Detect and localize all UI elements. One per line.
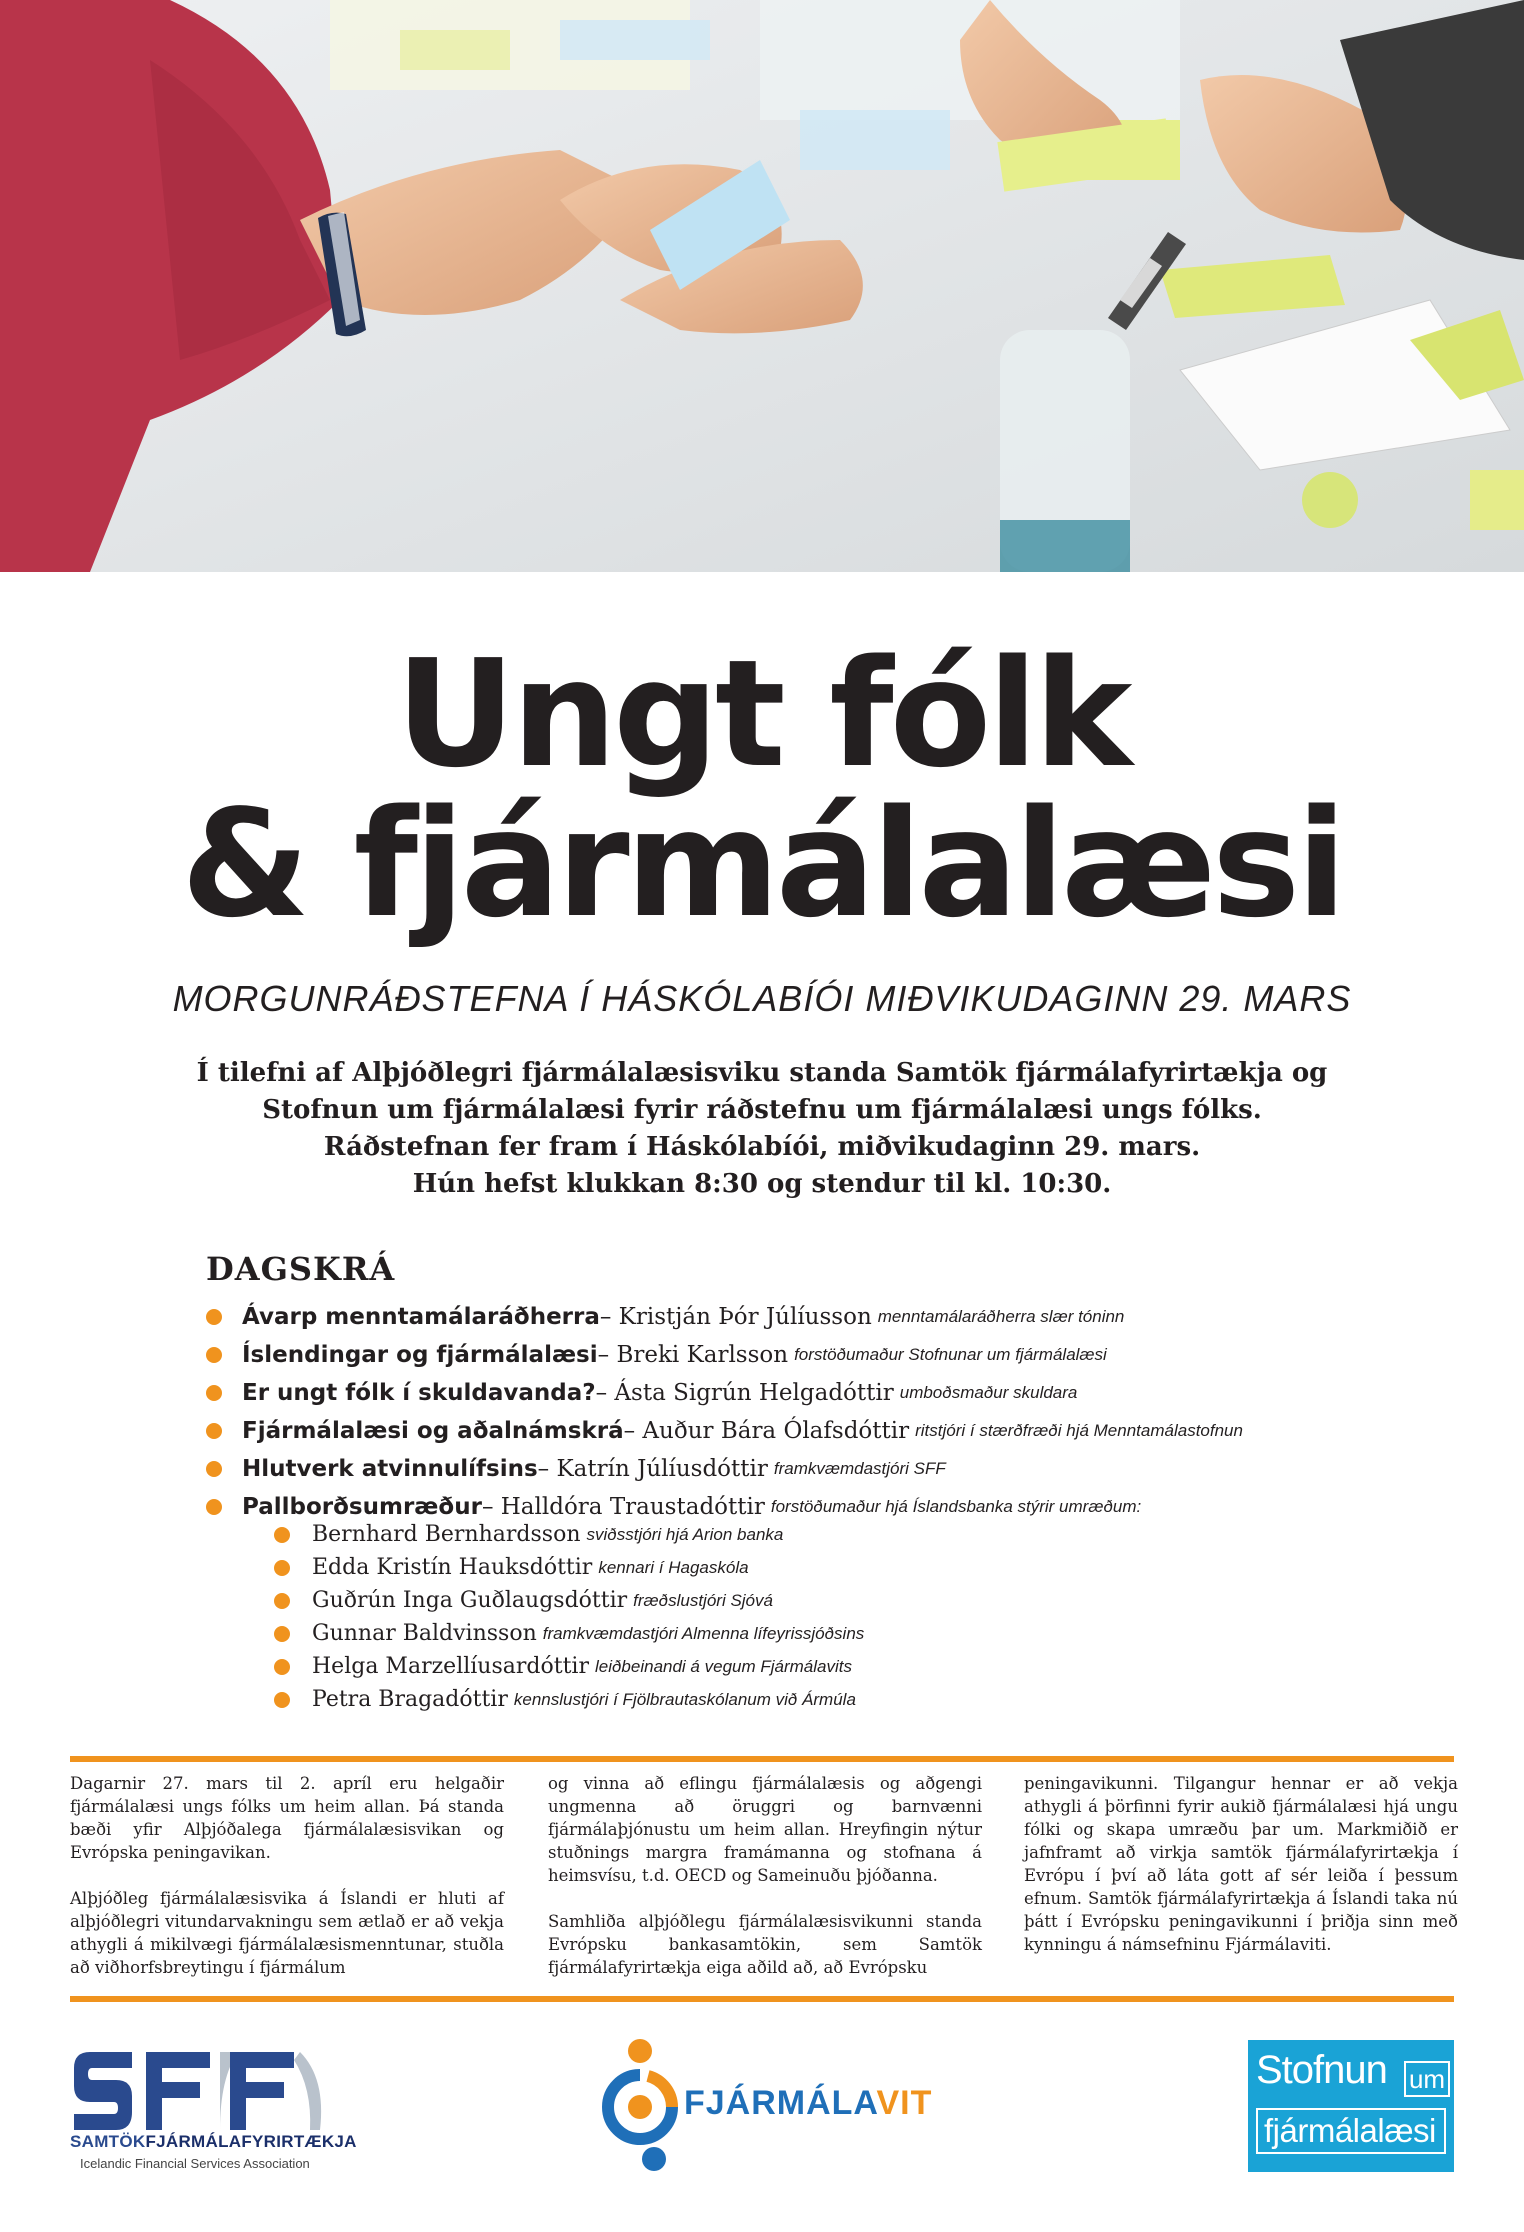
panel-member-role: framkvæmdastjóri Almenna lífeyrissjóðsins <box>542 1623 865 1643</box>
bullet-dot-icon <box>206 1347 222 1363</box>
info-column-2 <box>548 1772 982 2002</box>
fjarmalavit-logo-text-b: VIT <box>876 2084 933 2122</box>
panel-member <box>274 1518 1374 1551</box>
agenda-item-title: Hlutverk atvinnulífsins <box>242 1456 538 1482</box>
agenda-item-speaker: – Halldóra Traustadóttir <box>481 1494 765 1520</box>
agenda-item-title: Er ungt fólk í skuldavanda? <box>242 1380 596 1406</box>
panel-member-name: Gunnar Baldvinsson <box>312 1621 537 1646</box>
info-paragraph: Samhliða alþjóðlegu fjármálalæsisvikunni standa Evrópsku bankasamtökin, sem Samtök fjármálafyrirtækja eiga aðild að, að Evrópsku <box>548 1912 982 1977</box>
fjarmalavit-logo-icon <box>588 2035 698 2175</box>
bullet-dot-icon <box>206 1423 222 1439</box>
panel-member <box>274 1551 1374 1584</box>
sff-logo-text-a: SAMTÖK <box>70 2132 146 2151</box>
bullet-dot-icon <box>274 1626 290 1642</box>
intro-line: Stofnun um fjármálalæsi fyrir ráðstefnu um fjármálalæsi ungs fólks. <box>262 1095 1262 1125</box>
info-paragraph: Alþjóðleg fjármálalæsisvika á Íslandi er hluti af alþjóðlegri vitundarvakningu sem ætlað er að vekja athygli á mikilvægi fjármálalæsismenntunar, stuðla að viðhorfsbreytingu í fjármálum <box>70 1889 504 1977</box>
intro-line: Í tilefni af Alþjóðlegri fjármálalæsisviku standa Samtök fjármálafyrirtækja og <box>196 1058 1328 1088</box>
panel-member-role: kennari í Hagaskóla <box>598 1557 749 1577</box>
bullet-dot-icon <box>206 1499 222 1515</box>
agenda-item-speaker: – Kristján Þór Júlíusson <box>599 1304 872 1330</box>
divider-top <box>70 1756 1454 1762</box>
agenda-heading: DAGSKRÁ <box>206 1250 396 1288</box>
agenda-item-role: framkvæmdastjóri SFF <box>773 1459 946 1478</box>
intro-line: Ráðstefnan fer fram í Háskólabíói, miðvikudaginn 29. mars. <box>323 1132 1201 1162</box>
panel-member-name: Bernhard Bernhardsson <box>312 1522 581 1547</box>
agenda-item <box>206 1412 1356 1450</box>
info-paragraph: og vinna að eflingu fjármálalæsis og aðgengi ungmenna að öruggri og barnvænni fjármálaþjónustu um heim allan. Hreyfingin nýtur stuðnings margra framámanna og stofnana á heimsvísu, t.d. OECD og Sameinuðu þjóðanna. <box>548 1774 982 1885</box>
panel-member-name: Helga Marzellíusardóttir <box>312 1654 589 1679</box>
divider-bottom <box>70 1996 1454 2002</box>
panel-list <box>274 1518 1374 1716</box>
info-paragraph: Dagarnir 27. mars til 2. apríl eru helgaðir fjármálalæsi ungs fólks um heim allan. Þá standa bæði yfir Alþjóðalega fjármálalæsisvikan og Evrópska peningavikan. <box>70 1774 504 1862</box>
agenda-item-role: menntamálaráðherra slær tóninn <box>877 1307 1125 1326</box>
panel-member <box>274 1650 1374 1683</box>
panel-member-role: kennslustjóri í Fjölbrautaskólanum við Ármúla <box>513 1689 856 1709</box>
info-column-1 <box>70 1772 504 2002</box>
panel-member-name: Petra Bragadóttir <box>312 1687 508 1712</box>
agenda-item <box>206 1374 1356 1412</box>
agenda-list <box>206 1298 1356 1526</box>
agenda-item <box>206 1450 1356 1488</box>
agenda-item-title: Íslendingar og fjármálalæsi <box>242 1342 598 1368</box>
fjarmalavit-logo-text-a: FJÁRMÁLA <box>684 2084 877 2122</box>
agenda-item-role: forstöðumaður Stofnunar um fjármálalæsi <box>794 1345 1107 1364</box>
panel-member <box>274 1584 1374 1617</box>
panel-member-name: Edda Kristín Hauksdóttir <box>312 1555 593 1580</box>
stofnun-logo-line-2: fjármálalæsi <box>1256 2108 1446 2154</box>
info-column-3 <box>1024 1772 1458 1979</box>
bullet-dot-icon <box>274 1692 290 1708</box>
sff-logo-text-b: FJÁRMÁLAFYRIRTÆKJA <box>145 2132 357 2151</box>
stofnun-logo-um: um <box>1404 2061 1450 2097</box>
bullet-dot-icon <box>274 1659 290 1675</box>
sff-logo-text <box>70 2132 357 2152</box>
agenda-item-speaker: – Katrín Júlíusdóttir <box>537 1456 768 1482</box>
agenda-item-role: ritstjóri í stærðfræði hjá Menntamálastofnun <box>915 1421 1243 1440</box>
workshop-photo-illustration <box>0 0 1524 572</box>
fjarmalavit-logo-text <box>684 2084 932 2123</box>
event-subtitle: MORGUNRÁÐSTEFNA Í HÁSKÓLABÍÓI MIÐVIKUDAGINN 29. MARS <box>172 978 1352 1019</box>
stofnun-logo-line-1: Stofnun <box>1256 2048 1387 2092</box>
panel-member-role: sviðsstjóri hjá Arion banka <box>586 1524 784 1544</box>
hero-photo <box>0 0 1524 572</box>
agenda-item-title: Fjármálalæsi og aðalnámskrá <box>242 1418 624 1444</box>
panel-member-name: Guðrún Inga Guðlaugsdóttir <box>312 1588 628 1613</box>
sff-logo-english: Icelandic Financial Services Association <box>80 2156 310 2171</box>
agenda-item-speaker: – Breki Karlsson <box>597 1342 789 1368</box>
agenda-item-title: Pallborðsumræður <box>242 1494 482 1520</box>
info-paragraph: peningavikunni. Tilgangur hennar er að vekja athygli á þörfinni fyrir aukið fjármálalæsi hjá ungu fólki og skapa umræðu þar um. Markmiðið er jafnframt að virkja samtök fjármálafyrirtækja í Evrópu í því að láta gott af sér leiða í þessum efnum. Samtök fjármálafyrirtækja á Íslandi taka nú þátt í Evrópsku peningavikunni í þriðja sinn með kynningu á námsefninu Fjármálaviti. <box>1024 1774 1458 1954</box>
agenda-item <box>206 1336 1356 1374</box>
page-title-line-1: Ungt fólk <box>395 628 1129 800</box>
bullet-dot-icon <box>274 1560 290 1576</box>
agenda-item-title: Ávarp menntamálaráðherra <box>242 1304 600 1330</box>
intro-line: Hún hefst klukkan 8:30 og stendur til kl. 10:30. <box>412 1169 1112 1199</box>
agenda-item-role: umboðsmaður skuldara <box>899 1383 1078 1402</box>
intro-paragraph <box>150 1055 1374 1203</box>
bullet-dot-icon <box>274 1527 290 1543</box>
panel-member <box>274 1683 1374 1716</box>
agenda-item <box>206 1298 1356 1336</box>
bullet-dot-icon <box>274 1593 290 1609</box>
bullet-dot-icon <box>206 1385 222 1401</box>
panel-member <box>274 1617 1374 1650</box>
panel-member-role: fræðslustjóri Sjóvá <box>633 1590 773 1610</box>
panel-member-role: leiðbeinandi á vegum Fjármálavits <box>594 1656 852 1676</box>
agenda-item-speaker: – Auður Bára Ólafsdóttir <box>623 1418 910 1444</box>
agenda-item-speaker: – Ásta Sigrún Helgadóttir <box>595 1380 894 1406</box>
agenda-item-role: forstöðumaður hjá Íslandsbanka stýrir umræðum: <box>770 1497 1142 1516</box>
bullet-dot-icon <box>206 1461 222 1477</box>
bullet-dot-icon <box>206 1309 222 1325</box>
page-title-line-2: & fjármálalæsi <box>181 778 1343 950</box>
